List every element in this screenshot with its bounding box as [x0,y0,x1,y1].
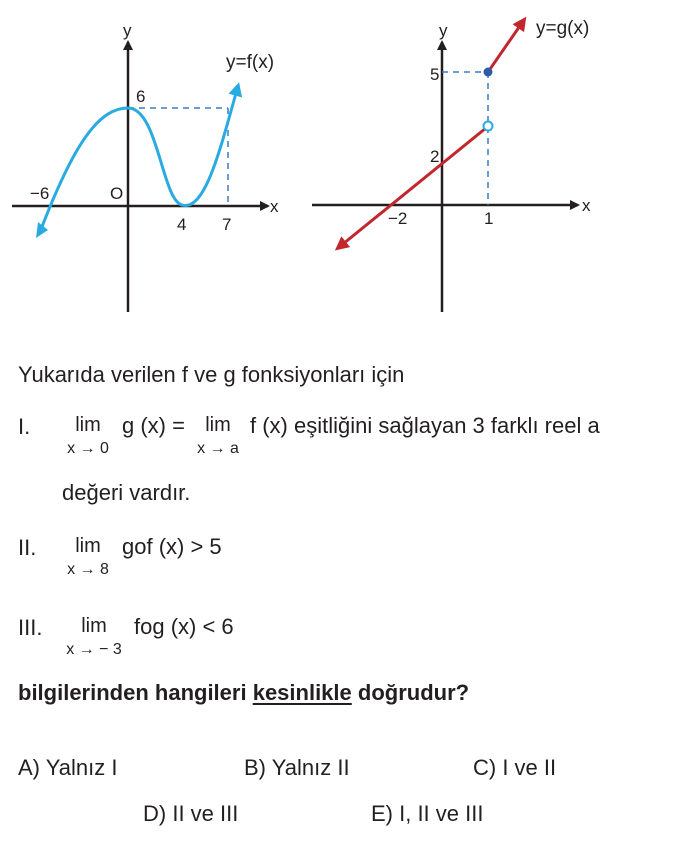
lim-word: lim [75,535,101,557]
lim-subscript: x → 0 [67,440,109,457]
graph-g [300,0,677,320]
line-g-lower [338,128,486,248]
statement-2-limit [62,535,114,579]
statement-1-limit-1 [62,414,114,458]
statement-2-expression: gof (x) > 5 [122,534,222,559]
curve-g-label: y=g(x) [536,18,590,39]
statement-2-numeral: II. [18,535,37,560]
tick-label-x-neg2: −2 [388,209,408,228]
tick-label-y-5: 5 [430,65,440,84]
lim-subscript: x → 8 [67,561,109,578]
choice-a[interactable]: A) Yalnız I [18,755,118,780]
choice-e[interactable]: E) I, II ve III [371,801,484,826]
prompt-emphasis: kesinlikle [252,680,352,705]
x-axis-label: x [270,197,279,216]
y-axis-label: y [439,21,448,40]
statement-1-middle: g (x) = [122,413,185,438]
tick-label-x-neg6: −6 [30,184,50,203]
lim-word: lim [75,414,101,436]
line-g-upper [488,20,524,72]
choice-b[interactable]: B) Yalnız II [244,755,350,780]
lim-word: lim [81,615,107,637]
prompt-after: doğrudur? [351,680,470,705]
lim-subscript: x → a [197,440,239,457]
tick-label-x-1: 1 [484,209,494,228]
statement-3-numeral: III. [18,615,43,640]
origin-label: O [110,184,124,203]
choice-c[interactable]: C) I ve II [473,755,557,780]
filled-point [484,68,493,77]
statement-1-continuation: değeri vardır. [62,480,191,505]
statement-3-expression: fog (x) < 6 [134,614,234,639]
tick-label-x-7: 7 [222,215,232,234]
statement-1-numeral: I. [18,414,31,439]
open-point [484,122,493,131]
x-axis-label: x [582,196,591,215]
lim-word: lim [205,414,231,436]
statement-1-after: f (x) eşitliğini sağlayan 3 farklı reel a [250,413,600,438]
tick-label-y-6: 6 [136,87,146,106]
tick-label-y-2: 2 [430,147,440,166]
statement-3-limit [60,615,128,659]
lim-subscript: x → − 3 [66,641,122,658]
tick-label-x-4: 4 [177,215,187,234]
curve-f-label: y=f(x) [226,52,275,73]
question-intro: Yukarıda verilen f ve g fonksiyonları için [18,362,405,387]
choice-d[interactable]: D) II ve III [143,801,239,826]
y-axis-label: y [123,21,132,40]
graph-f [0,0,300,320]
prompt-before: bilgilerinden hangileri [18,680,253,705]
statement-1-limit-2 [192,414,244,458]
question-prompt [18,680,469,706]
